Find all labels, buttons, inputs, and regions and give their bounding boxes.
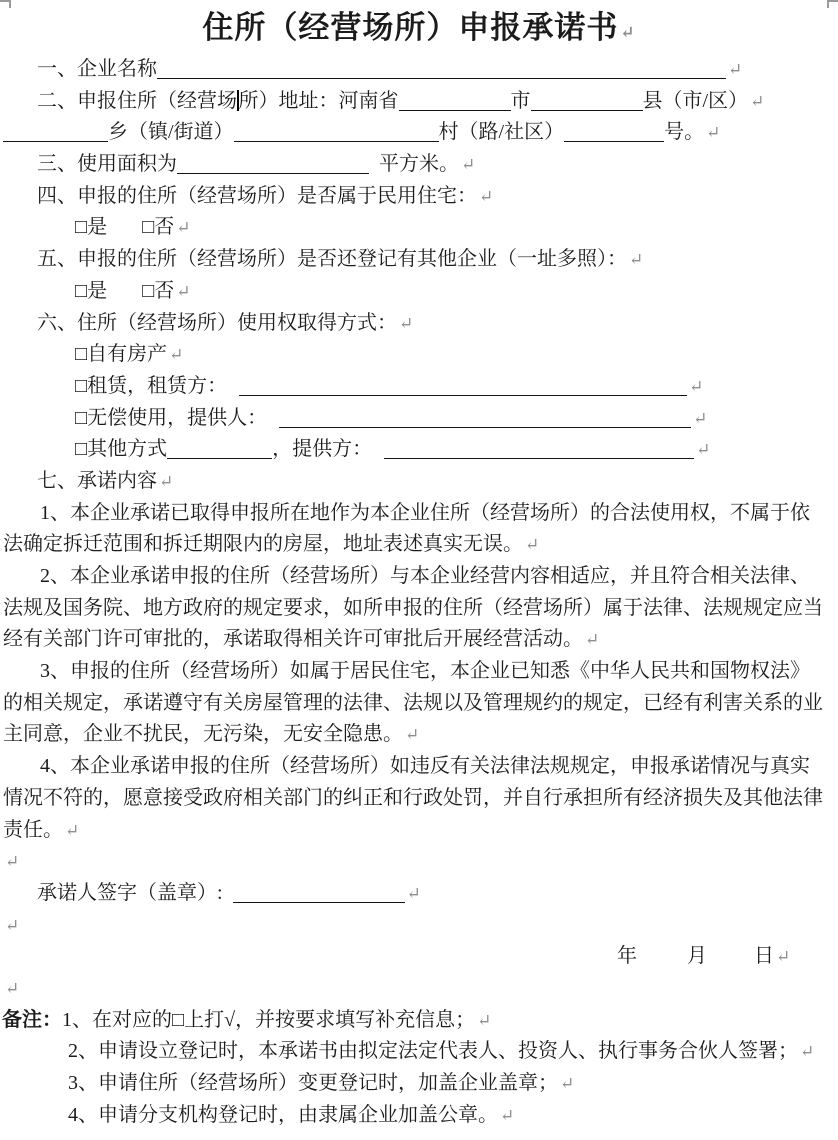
option-line-free-use	[0, 403, 838, 435]
paragraph-mark-icon: ↵	[800, 1042, 815, 1062]
paragraph-4-line-1	[0, 751, 838, 783]
paragraph-1-line-2	[0, 529, 838, 561]
line-item-4-residential	[0, 181, 838, 213]
text-segment: 主同意，企业不扰民，无污染，无安全隐患。	[3, 723, 403, 746]
text-segment: ，提供方：	[272, 438, 373, 461]
note-line-3	[0, 1068, 838, 1100]
checkbox-icon[interactable]: □	[142, 279, 155, 302]
text-segment: 号。	[664, 121, 705, 144]
blank-field[interactable]	[167, 438, 272, 459]
crop-mark-top-right	[827, 0, 838, 8]
checkbox-icon[interactable]: □	[75, 374, 88, 397]
text-segment: 四、申报的住所（经营场所）是否属于民用住宅：	[37, 184, 477, 207]
paragraph-mark-icon: ↵	[405, 725, 420, 745]
blank-field[interactable]	[564, 121, 664, 142]
text-segment: 年	[617, 945, 637, 968]
blank-field[interactable]	[234, 121, 439, 142]
text-segment: 所）地址：河南省	[238, 89, 399, 112]
paragraph-mark-icon: ↵	[750, 91, 765, 111]
blank-field[interactable]	[239, 375, 687, 396]
text-segment: 乡（镇/街道）	[108, 121, 234, 144]
paragraph-mark-icon: ↵	[479, 186, 494, 206]
page-title	[0, 2, 838, 54]
signature-line	[0, 878, 838, 910]
line-item-1-company-name	[0, 54, 838, 86]
spacer	[637, 961, 687, 962]
paragraph-mark-icon: ↵	[176, 218, 191, 238]
paragraph-mark-icon: ↵	[169, 345, 184, 365]
text-segment: 法规及国务院、地方政府的规定要求，如所申报的住所（经营场所）属于法律、法规规定应当	[3, 596, 823, 619]
blank-field[interactable]	[279, 407, 691, 428]
blank-field[interactable]	[531, 90, 643, 111]
paragraph-2-line-1	[0, 561, 838, 593]
paragraph-2-line-3	[0, 624, 838, 656]
text-segment: 三、使用面积为	[37, 153, 177, 176]
line-item-2-address-cont	[0, 117, 838, 149]
text-segment: 法确定拆迁范围和拆迁期限内的房屋，地址表述真实无误。	[3, 533, 523, 556]
blank-field[interactable]	[157, 58, 726, 79]
paragraph-mark-icon: ↵	[399, 313, 414, 333]
option-line-other-way	[0, 434, 838, 466]
text-segment: 的相关规定，承诺遵守有关房屋管理的法律、法规以及管理规约的规定，已经有利害关系的业	[3, 691, 823, 714]
text-segment: 无偿使用，提供人：	[87, 406, 268, 429]
line-item-5-other-companies	[0, 244, 838, 276]
text-segment: 二、申报住所（经营场	[37, 89, 237, 112]
option-line-own-property	[0, 339, 838, 371]
text-segment: 一、企业名称	[37, 58, 157, 80]
checkbox-icon[interactable]: □	[75, 438, 88, 461]
text-segment: 平方米。	[379, 153, 459, 176]
empty-line-2	[0, 910, 838, 942]
paragraph-mark-icon: ↵	[560, 1074, 575, 1093]
paragraph-mark-icon: ↵	[689, 376, 704, 396]
note-line-2	[0, 1036, 838, 1068]
text-segment: 4、本企业承诺申报的住所（经营场所）如违反有关法律法规规定，申报承诺情况与真实	[40, 755, 810, 778]
paragraph-mark-icon: ↵	[776, 947, 791, 967]
paragraph-mark-icon: ↵	[525, 535, 540, 555]
paragraph-mark-icon: ↵	[728, 60, 743, 79]
text-segment: 是	[87, 216, 108, 239]
text-segment: 六、住所（经营场所）使用权取得方式：	[37, 311, 397, 334]
text-segment: 县（市/区）	[642, 89, 749, 112]
checkbox-icon[interactable]: □	[75, 279, 88, 302]
blank-field[interactable]	[233, 882, 405, 903]
spacer	[227, 391, 239, 392]
checkbox-icon[interactable]: □	[172, 1008, 185, 1031]
spacer	[267, 423, 279, 424]
text-segment: 经有关部门许可审批的，承诺取得相关许可审批后开展经营活动。	[3, 628, 583, 651]
paragraph-mark-icon: ↵	[461, 155, 476, 175]
checkbox-icon[interactable]: □	[75, 406, 88, 429]
text-segment: 否	[154, 279, 175, 302]
text-segment: 情况不符的，愿意接受政府相关部门的纠正和行政处罚，并自行承担所有经济损失及其他法律	[3, 786, 823, 809]
text-segment: 七、承诺内容	[37, 469, 157, 492]
spacer	[372, 454, 384, 455]
checkbox-icon[interactable]: □	[142, 216, 155, 239]
text-segment: 3、申请住所（经营场所）变更登记时，加盖企业盖章；	[68, 1072, 558, 1094]
paragraph-mark-icon: ↵	[5, 852, 20, 872]
blank-field[interactable]	[399, 90, 511, 111]
option-line-lease	[0, 371, 838, 403]
checkbox-icon[interactable]: □	[75, 216, 88, 239]
paragraph-mark-icon: ↵	[620, 23, 636, 42]
line-item-6-usage-right	[0, 308, 838, 340]
paragraph-3-line-2	[0, 688, 838, 720]
spacer	[107, 296, 142, 297]
paragraph-mark-icon: ↵	[706, 123, 721, 143]
text-segment: 自有房产	[87, 343, 168, 366]
date-line	[0, 941, 838, 973]
note-line-4	[0, 1100, 838, 1132]
text-segment: 2、申请设立登记时，本承诺书由拟定法定代表人、投资人、执行事务合伙人签署；	[68, 1040, 798, 1063]
paragraph-mark-icon: ↵	[585, 630, 600, 650]
spacer	[223, 898, 233, 899]
line-item-3-area	[0, 149, 838, 181]
text-segment: 五、申报的住所（经营场所）是否还登记有其他企业（一址多照）：	[37, 248, 627, 271]
note-line-1	[0, 1005, 838, 1037]
crop-mark-top-left	[0, 0, 11, 8]
note-label-bold: 备注：	[2, 1008, 62, 1031]
paragraph-mark-icon: ↵	[629, 250, 644, 270]
paragraph-mark-icon: ↵	[65, 820, 80, 840]
paragraph-1-line-1	[0, 498, 838, 530]
paragraph-mark-icon: ↵	[406, 883, 421, 903]
text-segment: 上打√，并按要求填写补充信息；	[184, 1008, 476, 1031]
empty-line-3	[0, 973, 838, 1005]
text-segment: 其他方式	[87, 438, 168, 461]
document-body	[0, 54, 838, 1131]
spacer	[107, 232, 142, 233]
paragraph-mark-icon: ↵	[5, 978, 20, 998]
paragraph-mark-icon: ↵	[696, 440, 711, 460]
empty-line-1	[0, 846, 838, 878]
text-segment: 村（路/社区）	[438, 121, 565, 144]
text-segment: 2、本企业承诺申报的住所（经营场所）与本企业经营内容相适应，并且符合相关法律、	[40, 565, 810, 587]
text-segment: 月	[687, 945, 707, 968]
text-segment: 是	[87, 279, 108, 302]
text-segment: 否	[154, 216, 175, 239]
text-segment: 4、申请分支机构登记时，由隶属企业加盖公章。	[68, 1103, 498, 1126]
spacer	[707, 961, 754, 962]
line-item-2-address	[0, 86, 838, 118]
text-segment: 承诺人签字（盖章）:	[37, 881, 223, 904]
page-title-text: 住所（经营场所）申报承诺书	[202, 10, 619, 45]
paragraph-mark-icon: ↵	[477, 1010, 492, 1030]
paragraph-2-line-2	[0, 593, 838, 625]
text-segment: 市	[510, 89, 531, 112]
text-segment: 1、本企业承诺已取得申报所在地作为本企业住所（经营场所）的合法使用权，不属于依	[40, 501, 810, 524]
blank-field[interactable]	[177, 153, 369, 174]
checkbox-icon[interactable]: □	[75, 343, 88, 366]
text-segment: 3、申报的住所（经营场所）如属于居民住宅，本企业已知悉《中华人民共和国物权法》	[40, 660, 810, 683]
option-line-yes-no-4	[0, 212, 838, 244]
line-item-7-commitments	[0, 466, 838, 498]
text-segment: 责任。	[3, 818, 63, 841]
paragraph-mark-icon: ↵	[693, 408, 708, 428]
text-segment: 租赁，租赁方：	[87, 374, 228, 397]
blank-field[interactable]	[3, 121, 108, 142]
paragraph-4-line-2	[0, 783, 838, 815]
paragraph-3-line-1	[0, 656, 838, 688]
paragraph-4-line-3	[0, 815, 838, 847]
text-segment: 日	[754, 945, 774, 968]
option-line-yes-no-5	[0, 276, 838, 308]
text-segment: 1、在对应的	[62, 1008, 172, 1031]
paragraph-mark-icon: ↵	[5, 915, 20, 935]
spacer	[369, 169, 379, 170]
paragraph-mark-icon: ↵	[159, 471, 174, 491]
paragraph-mark-icon: ↵	[500, 1105, 515, 1125]
blank-field[interactable]	[384, 438, 694, 459]
paragraph-mark-icon: ↵	[176, 281, 191, 301]
paragraph-3-line-3	[0, 719, 838, 751]
